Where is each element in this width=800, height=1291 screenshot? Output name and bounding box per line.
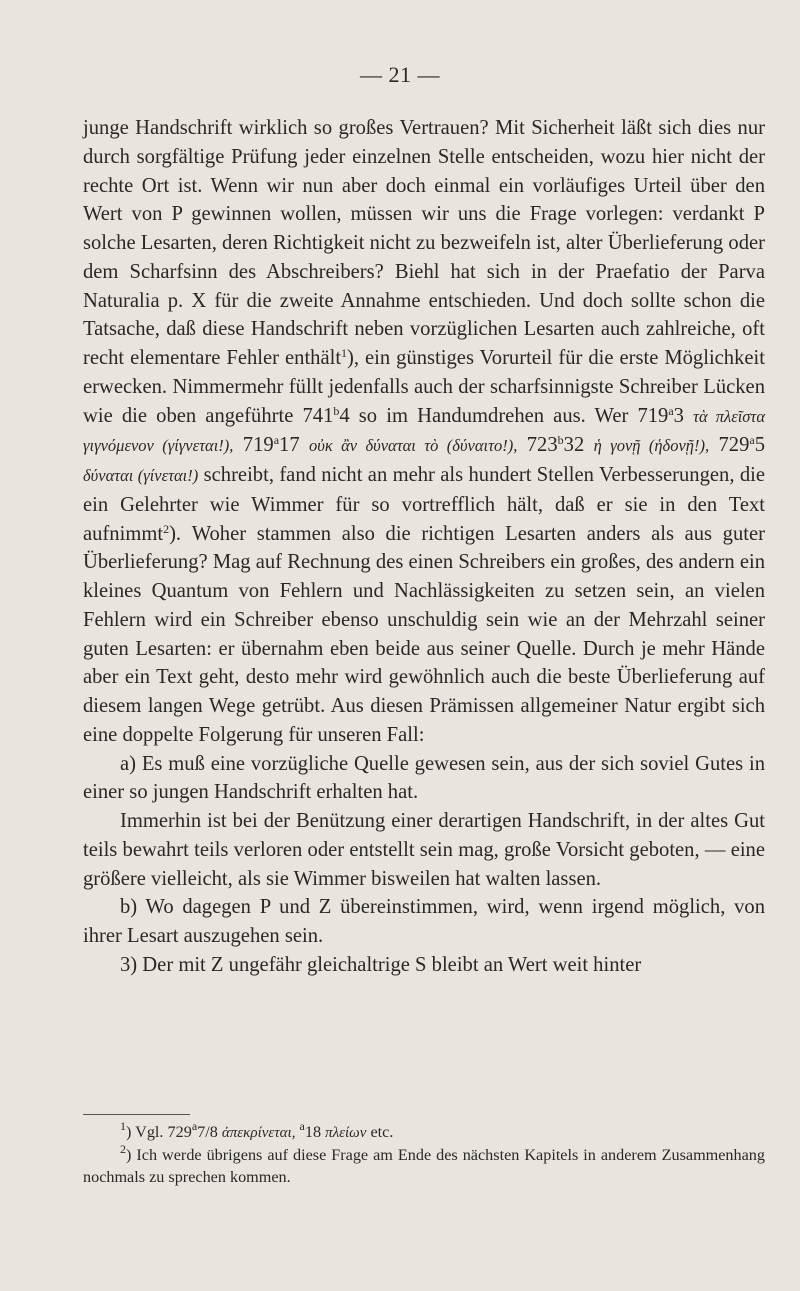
text-run: ), ein günstiges Vorurteil für die erste Möglichkeit erwecken. Nimmermehr füllt jedenfalls auch der scharfsinnigste Schreiber Lücken wie die oben angeführte 741: [83, 347, 765, 427]
text-run: 3: [673, 404, 694, 427]
paragraph-4: b) Wo dagegen P und Z übereinstimmen, wird, wenn irgend möglich, von ihrer Lesart auszugehen sein.: [83, 896, 765, 947]
text-run: 723: [517, 434, 558, 457]
paragraph-1: [83, 114, 765, 750]
text-run: 18: [304, 1123, 326, 1141]
greek-quote: τὰ πλεῖστα γιγνόμενον (γίγνεται!),: [83, 406, 765, 456]
text-run: ) Vgl. 729: [126, 1123, 192, 1141]
superscript-a: a: [749, 433, 755, 448]
text-run: 729: [709, 434, 750, 457]
footnote-ref-1: 1: [341, 346, 348, 360]
footnote-mark-1: 1: [120, 1119, 126, 1133]
greek-quote: οὐκ ἂν δύναται τὸ (δύναιτο!),: [309, 436, 518, 456]
greek-quote: δύναται (γίνεται!): [83, 466, 199, 485]
footnote-mark-2: 2: [120, 1142, 126, 1156]
text-run: ). Woher stammen also die richtigen Lesarten anders als aus guter Überlieferung? Mag auf Rechnung des einen Schreibers ein großes, des andern ein kleines Quantum von Fehlern und Nachlässigkeiten zu setzen sein, an vielen Fehlern wird ein Schreiber ebenso unschuldig sein wie an der Mehrzahl seiner guten Lesarten: er übernahm eben beide aus seiner Quelle. Durch je mehr Hände aber ein Text geht, desto mehr wird gewöhnlich auch die beste Überlieferung auf diesem langen Wege getrübt. Aus diesen Prämissen allgemeiner Natur ergibt sich eine doppelte Folgerung für unseren Fall:: [83, 522, 765, 746]
paragraph-5: 3) Der mit Z ungefähr gleichaltrige S bleibt an Wert weit hinter: [120, 953, 642, 976]
superscript-b: b: [557, 433, 564, 448]
paragraph-2: a) Es muß eine vorzügliche Quelle gewesen sein, aus der sich soviel Gutes in einer so jungen Handschrift erhalten hat.: [83, 752, 765, 804]
superscript-b: b: [333, 403, 340, 418]
text-run: junge Handschrift wirklich so großes Vertrauen? Mit Sicherheit läßt sich dies nur durch sorgfältige Prüfung jeder einzelnen Stelle entscheiden, wozu hier nicht der rechte Ort ist. Wenn wir nun aber doch einmal ein vorläufiges Urteil über den Wert von P gewinnen wollen, müssen wir uns die Frage vorlegen: verdankt P solche Lesarten, deren Richtigkeit nicht zu bezweifeln ist, alter Überlieferung oder dem Scharfsinn des Abschreibers? Biehl hat sich in der Praefatio der Parva Naturalia p. X für die zweite Annahme entschieden. Und doch sollte schon die Tatsache, daß diese Handschrift neben vorzüglichen Lesarten auch zahlreiche, oft recht elementare Fehler enthält: [83, 117, 765, 369]
text-run: 7/8: [197, 1123, 222, 1141]
page-number: — 21 —: [360, 62, 440, 87]
footnote-1: [83, 1121, 765, 1144]
greek-word: πλείων: [325, 1125, 367, 1141]
superscript-a: a: [299, 1119, 305, 1133]
superscript-a: a: [668, 403, 674, 418]
text-run: 4 so im Handumdrehen aus. Wer 719: [339, 404, 669, 427]
footnote-ref-2: 2: [163, 521, 170, 536]
paragraph-3: Immerhin ist bei der Benützung einer derartigen Handschrift, in der altes Gut teils bewahrt teils verloren oder entstellt sein mag, große Vorsicht geboten, — eine größere vielleicht, als sie Wimmer bisweilen hat walten lassen.: [83, 810, 765, 890]
text-run: etc.: [366, 1123, 394, 1141]
greek-word: ἀπεκρίνεται,: [221, 1125, 296, 1141]
text-run: 17: [279, 434, 310, 457]
text-run: 719: [233, 434, 274, 457]
text-run: 5: [754, 434, 765, 457]
footnotes: [83, 1114, 765, 1188]
superscript-a: a: [191, 1119, 198, 1133]
greek-quote: ἡ γονῇ (ἡδονῇ!),: [593, 436, 710, 456]
text-run: ) Ich werde übrigens auf diese Frage am Ende des nächsten Kapitels in anderem Zusammenhang nochmals zu sprechen kommen.: [83, 1146, 765, 1186]
main-text: [83, 114, 765, 980]
text-run: 32: [563, 434, 594, 457]
text-run: schreibt, fand nicht an mehr als hundert Stellen Verbesserungen, die ein Gelehrter wie Wimmer für so vortrefflich hält, daß er sie in den Text aufnimmt: [83, 464, 765, 545]
footnote-2: [83, 1144, 765, 1188]
superscript-a: a: [273, 433, 280, 448]
footnote-divider: [83, 1114, 190, 1115]
